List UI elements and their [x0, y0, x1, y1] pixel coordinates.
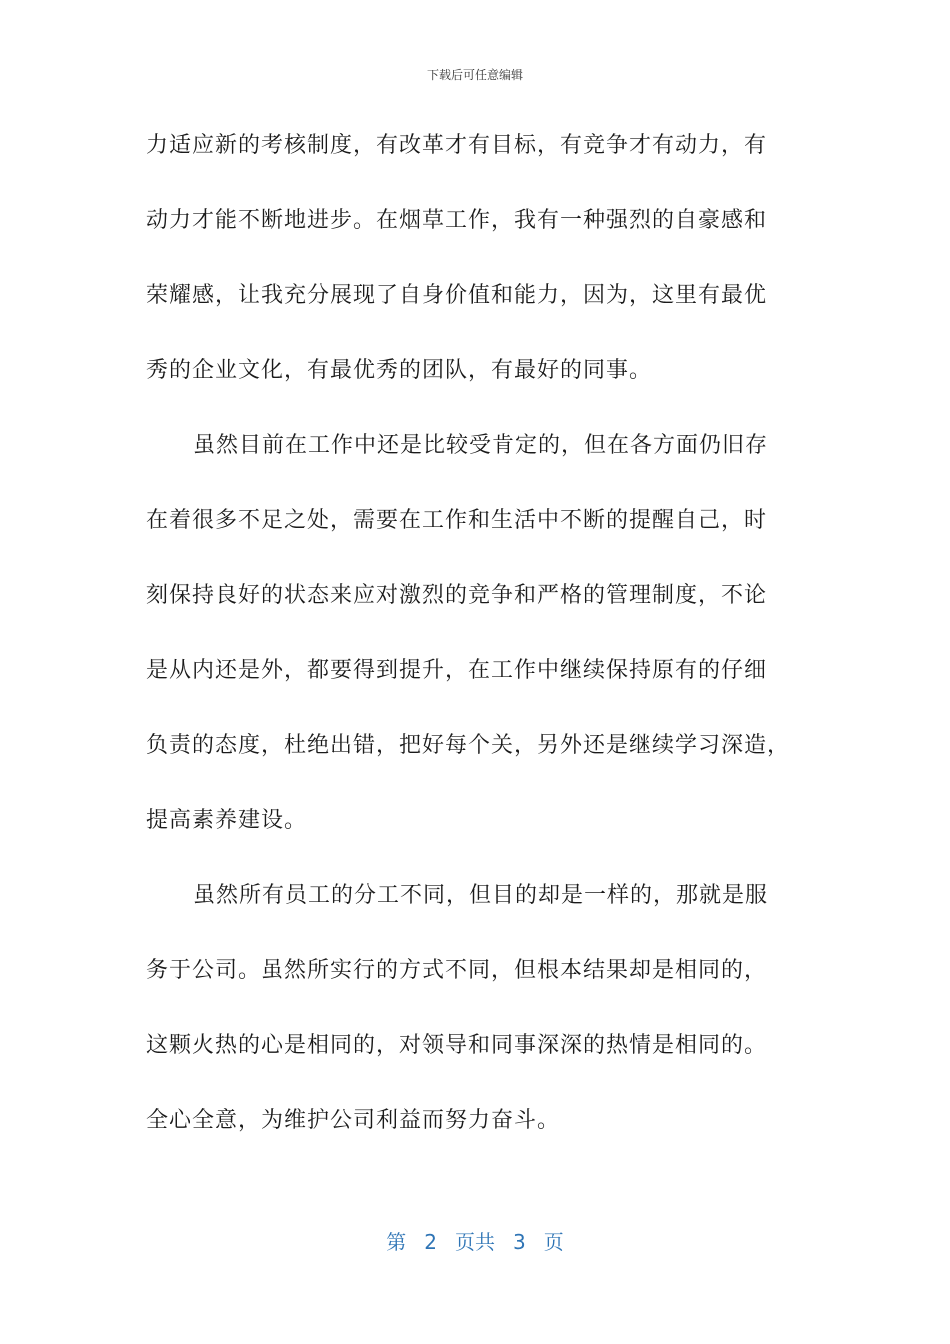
text-line: 秀的企业文化，有最优秀的团队，有最好的同事。 — [146, 358, 653, 383]
document-body — [146, 125, 796, 1175]
footer-middle: 页共 — [455, 1230, 495, 1254]
text-line: 力适应新的考核制度，有改革才有目标，有竞争才有动力，有 — [146, 133, 768, 158]
paragraph-start-line: 虽然目前在工作中还是比较受肯定的，但在各方面仍旧存 — [193, 433, 769, 458]
text-line: 提高素养建设。 — [146, 808, 308, 833]
text-line: 是从内还是外，都要得到提升，在工作中继续保持原有的仔细 — [146, 658, 768, 683]
text-line: 全心全意，为维护公司利益而努力奋斗。 — [146, 1108, 561, 1133]
text-line: 在着很多不足之处，需要在工作和生活中不断的提醒自己，时 — [146, 508, 768, 533]
page-header: 下载后可任意编辑 — [426, 68, 523, 82]
page-footer — [0, 1226, 950, 1255]
text-line: 负责的态度，杜绝出错，把好每个关，另外还是继续学习深造， — [146, 733, 791, 758]
text-line: 这颗火热的心是相同的，对领导和同事深深的热情是相同的。 — [146, 1033, 768, 1058]
footer-suffix: 页 — [543, 1230, 564, 1254]
footer-prefix: 第 — [386, 1230, 407, 1254]
text-line: 务于公司。虽然所实行的方式不同，但根本结果却是相同的， — [146, 958, 768, 983]
footer-current-page: 2 — [424, 1230, 437, 1254]
paragraph-start-line: 虽然所有员工的分工不同，但目的却是一样的，那就是服 — [193, 883, 769, 908]
text-line: 动力才能不断地进步。在烟草工作，我有一种强烈的自豪感和 — [146, 208, 768, 233]
text-line: 荣耀感，让我充分展现了自身价值和能力，因为，这里有最优 — [146, 283, 768, 308]
text-line: 刻保持良好的状态来应对激烈的竞争和严格的管理制度，不论 — [146, 583, 768, 608]
footer-total-pages: 3 — [513, 1230, 526, 1254]
